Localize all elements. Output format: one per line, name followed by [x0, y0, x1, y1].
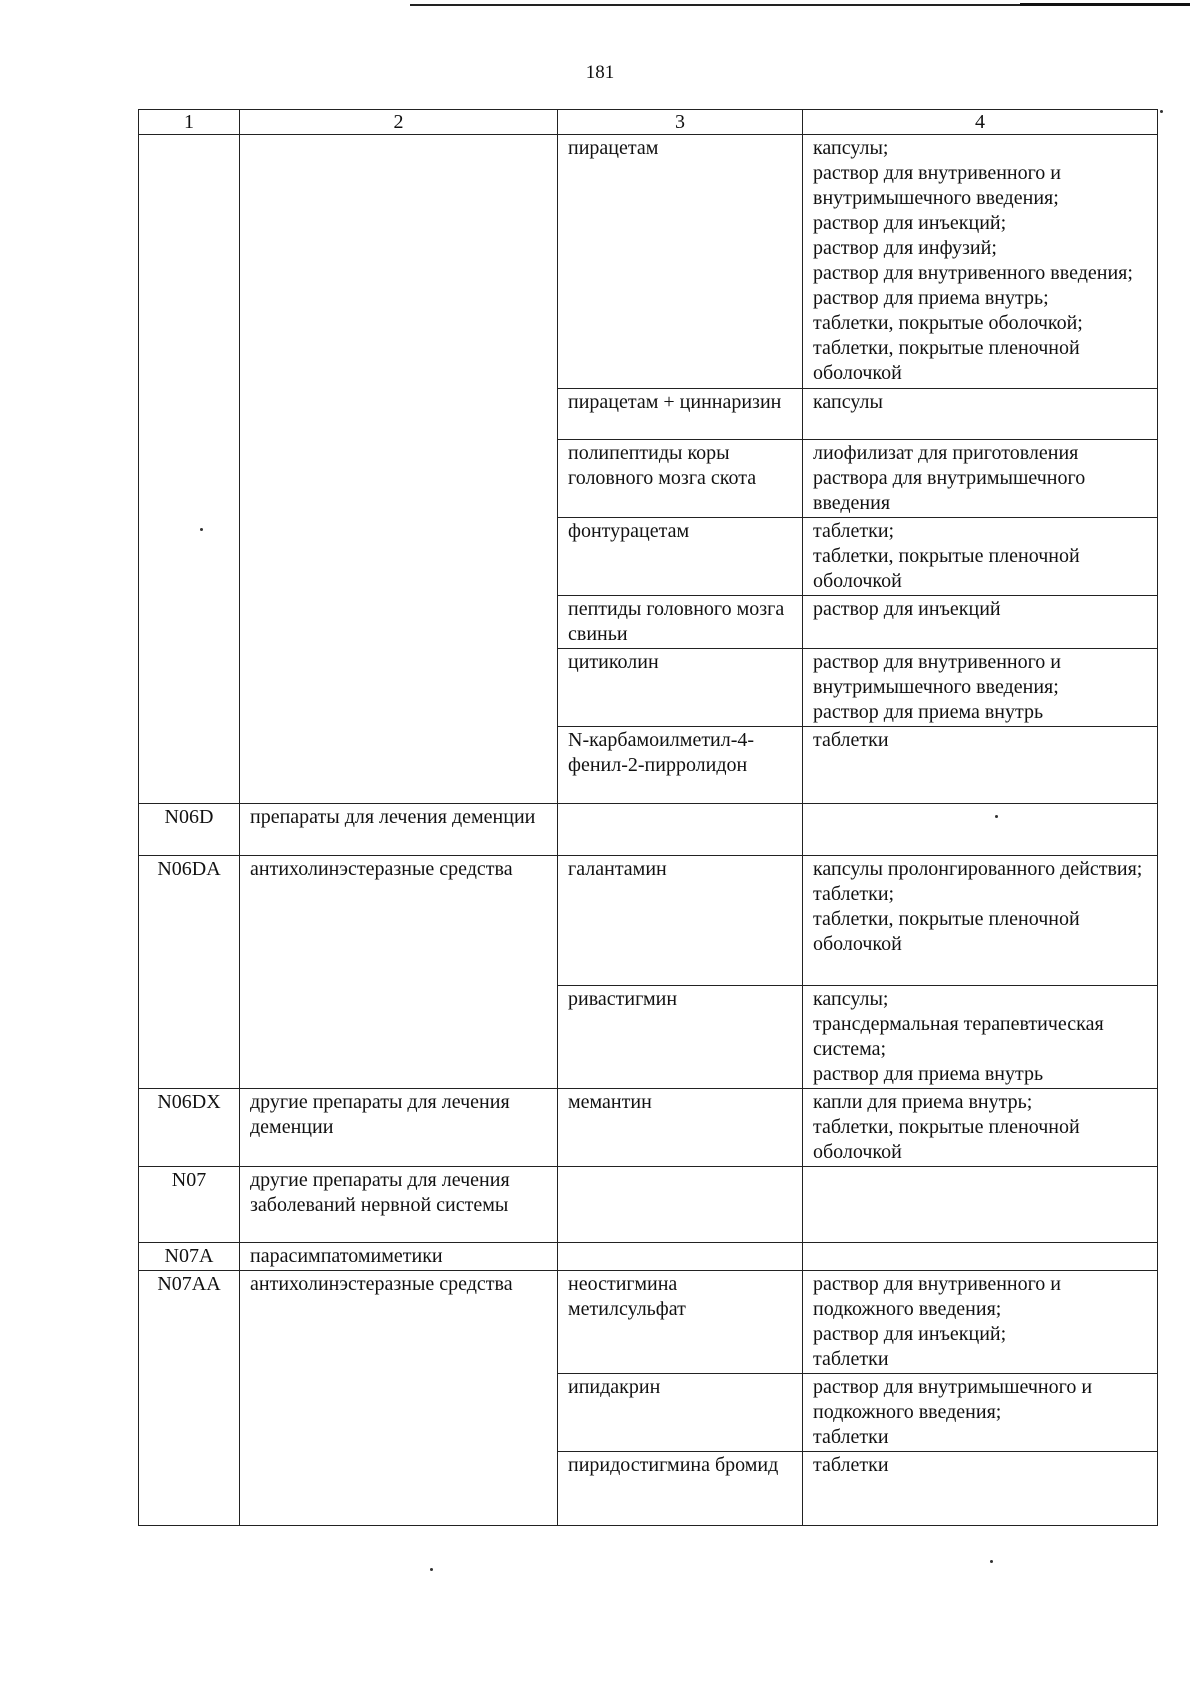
table-row	[139, 1271, 1158, 1374]
dosage-form: раствор для инъекций	[813, 598, 1001, 620]
drug-name-cell: неостигмина метилсульфат	[558, 1271, 803, 1374]
drug-name-cell: пирацетам	[558, 135, 803, 389]
drug-name-cell: цитиколин	[558, 649, 803, 727]
dosage-forms-cell	[803, 1452, 1158, 1526]
group-name-cell	[240, 135, 558, 804]
dosage-form: таблетки, покрытые пленочной оболочкой	[813, 908, 1080, 955]
scan-speck	[200, 528, 203, 531]
dosage-form: таблетки	[813, 1454, 889, 1476]
header-cell: 1	[139, 110, 240, 135]
dosage-form: таблетки	[813, 1426, 889, 1448]
dosage-forms-cell	[803, 649, 1158, 727]
dosage-forms-cell	[803, 596, 1158, 649]
dosage-form: раствор для приема внутрь	[813, 1063, 1044, 1085]
dosage-forms-cell	[803, 518, 1158, 596]
drug-name-cell: полипептиды коры головного мозга скота	[558, 440, 803, 518]
atc-code-cell: N07	[139, 1167, 240, 1243]
drug-table	[138, 109, 1158, 1526]
dosage-form: раствор для внутривенного введения;	[813, 262, 1133, 284]
atc-code-cell: N07A	[139, 1243, 240, 1271]
dosage-form: капсулы;	[813, 988, 889, 1010]
drug-name-cell: пиридостигмина бромид	[558, 1452, 803, 1526]
header-cell: 4	[803, 110, 1158, 135]
table-row	[139, 1243, 1158, 1271]
dosage-forms-cell	[803, 1167, 1158, 1243]
dosage-form: лиофилизат для приготовления раствора для внутримышечного введения	[813, 442, 1086, 514]
header-cell: 3	[558, 110, 803, 135]
group-name-cell: антихолинэстеразные средства	[240, 856, 558, 1089]
dosage-form: раствор для приема внутрь	[813, 701, 1044, 723]
drug-name-cell: N-карбамоилметил-4-фенил-2-пирролидон	[558, 727, 803, 804]
table-row	[139, 804, 1158, 856]
page-number: 181	[585, 62, 615, 83]
group-name-cell: другие препараты для лечения заболеваний нервной системы	[240, 1167, 558, 1243]
dosage-forms-cell	[803, 986, 1158, 1089]
dosage-form: таблетки;	[813, 520, 895, 542]
dosage-forms-cell	[803, 727, 1158, 804]
drug-name-cell: ипидакрин	[558, 1374, 803, 1452]
dosage-form: раствор для инфузий;	[813, 237, 997, 259]
dosage-form: раствор для инъекций;	[813, 212, 1007, 234]
drug-name-cell	[558, 1167, 803, 1243]
dosage-form: таблетки, покрытые пленочной оболочкой	[813, 545, 1080, 592]
atc-code-cell: N07AA	[139, 1271, 240, 1526]
scan-speck	[990, 1560, 993, 1563]
dosage-form: раствор для внутривенного и внутримышечного введения;	[813, 651, 1062, 698]
atc-code-cell	[139, 135, 240, 804]
dosage-form: капли для приема внутрь;	[813, 1091, 1033, 1113]
group-name-cell: другие препараты для лечения деменции	[240, 1089, 558, 1167]
table-row	[139, 135, 1158, 389]
dosage-forms-cell	[803, 135, 1158, 389]
drug-name-cell	[558, 804, 803, 856]
atc-code-cell: N06D	[139, 804, 240, 856]
table-row	[139, 1089, 1158, 1167]
drug-name-cell: ривастигмин	[558, 986, 803, 1089]
dosage-forms-cell	[803, 389, 1158, 440]
atc-code-cell: N06DA	[139, 856, 240, 1089]
group-name-cell: препараты для лечения деменции	[240, 804, 558, 856]
scan-speck	[995, 815, 998, 818]
table-row	[139, 856, 1158, 986]
dosage-form: раствор для инъекций;	[813, 1323, 1007, 1345]
group-name-cell: парасимпатомиметики	[240, 1243, 558, 1271]
dosage-forms-cell	[803, 440, 1158, 518]
dosage-forms-cell	[803, 1271, 1158, 1374]
dosage-form: таблетки, покрытые пленочной оболочкой	[813, 337, 1080, 384]
dosage-forms-cell	[803, 856, 1158, 986]
scan-top-rule-thick	[1020, 3, 1190, 6]
dosage-form: капсулы;	[813, 137, 889, 159]
dosage-form: таблетки;	[813, 883, 895, 905]
dosage-form: капсулы	[813, 391, 883, 413]
header-cell: 2	[240, 110, 558, 135]
scan-speck	[1160, 110, 1163, 113]
dosage-forms-cell	[803, 1243, 1158, 1271]
dosage-form: раствор для приема внутрь;	[813, 287, 1049, 309]
dosage-form: таблетки	[813, 729, 889, 751]
drug-name-cell: фонтурацетам	[558, 518, 803, 596]
drug-name-cell: мемантин	[558, 1089, 803, 1167]
dosage-forms-cell	[803, 804, 1158, 856]
drug-name-cell: пирацетам + циннаризин	[558, 389, 803, 440]
drug-name-cell: пептиды головного мозга свиньи	[558, 596, 803, 649]
dosage-form: таблетки, покрытые оболочкой;	[813, 312, 1083, 334]
dosage-form: таблетки	[813, 1348, 889, 1370]
dosage-forms-cell	[803, 1374, 1158, 1452]
dosage-form: капсулы пролонгированного действия;	[813, 858, 1143, 880]
atc-code-cell: N06DX	[139, 1089, 240, 1167]
dosage-form: раствор для внутривенного и внутримышечного введения;	[813, 162, 1062, 209]
drug-name-cell: галантамин	[558, 856, 803, 986]
dosage-form: раствор для внутривенного и подкожного введения;	[813, 1273, 1062, 1320]
dosage-form: таблетки, покрытые пленочной оболочкой	[813, 1116, 1080, 1163]
scan-speck	[430, 1568, 433, 1571]
dosage-forms-cell	[803, 1089, 1158, 1167]
drug-name-cell	[558, 1243, 803, 1271]
table-header-row	[139, 110, 1158, 135]
group-name-cell: антихолинэстеразные средства	[240, 1271, 558, 1526]
dosage-form: раствор для внутримышечного и подкожного введения;	[813, 1376, 1093, 1423]
dosage-form: трансдермальная терапевтическая система;	[813, 1013, 1104, 1060]
table-row	[139, 1167, 1158, 1243]
